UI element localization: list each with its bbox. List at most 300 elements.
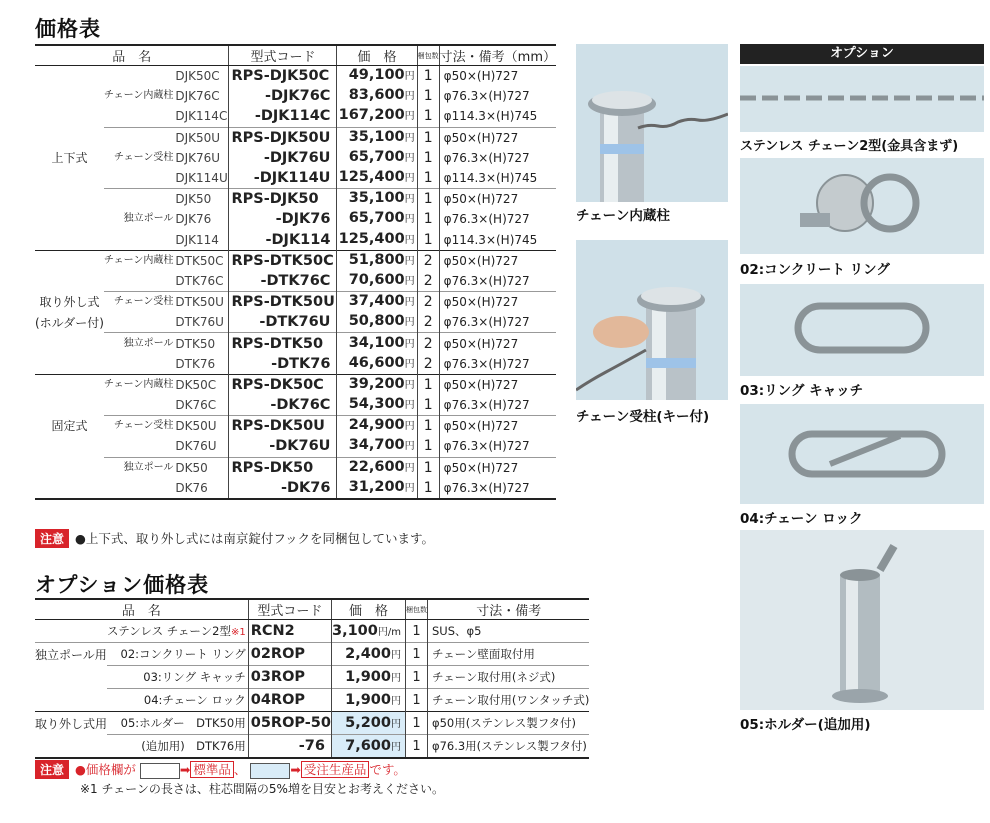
row-name xyxy=(174,209,229,229)
row-qty-text: 1 xyxy=(423,376,433,393)
row-model xyxy=(229,66,337,87)
row-subgroup xyxy=(104,189,175,210)
row-qty xyxy=(417,66,439,87)
footnote-mark: ※1 xyxy=(230,627,246,638)
arrow-icon: ➡ xyxy=(179,762,191,777)
row-model-text: -DK76U xyxy=(269,438,331,455)
yen-unit: 円 xyxy=(404,379,415,391)
row-name xyxy=(174,478,229,499)
opt-price xyxy=(331,689,405,712)
opt-qty-text: 1 xyxy=(412,669,421,685)
row-name-text: DJK50C xyxy=(175,69,220,84)
row-subgroup xyxy=(104,395,175,416)
row-group xyxy=(35,271,104,292)
row-dim xyxy=(439,478,556,499)
page-title: 価格表 xyxy=(35,17,101,41)
chain-lock-image xyxy=(740,404,984,504)
yen-unit: 円 xyxy=(404,338,415,350)
row-dim xyxy=(439,106,556,127)
row-subgroup xyxy=(104,312,175,333)
col-header-qty: 梱包数 xyxy=(417,45,439,66)
yen-unit: 円 xyxy=(404,275,415,287)
opt-qty-text: 1 xyxy=(412,646,421,662)
table-row xyxy=(35,168,556,189)
row-dim-text: φ76.3×(H)727 xyxy=(443,273,530,288)
opt-qty xyxy=(405,666,427,689)
table-row xyxy=(35,230,556,251)
row-price xyxy=(337,189,417,210)
opt-qty xyxy=(405,735,427,759)
options-header: オプション xyxy=(740,44,984,64)
row-dim xyxy=(439,230,556,251)
row-name xyxy=(174,312,229,333)
table-row xyxy=(35,436,556,457)
row-name-text: DK50 xyxy=(175,460,208,475)
opt-desc xyxy=(427,689,589,712)
row-price xyxy=(337,312,417,333)
photo-concrete-ring xyxy=(740,158,984,254)
opt-name-text: 05:ホルダー DTK50用 xyxy=(120,716,246,730)
option-row xyxy=(35,643,589,666)
row-subgroup-text: チェーン内蔵柱 xyxy=(103,90,174,102)
receiver-post-image xyxy=(576,240,728,400)
opt-col-header-price: 価 格 xyxy=(331,599,405,620)
row-qty xyxy=(417,189,439,210)
row-model-text: -DJK76 xyxy=(275,211,331,228)
row-name-text: DJK114 xyxy=(175,232,219,247)
row-name-text: DJK114C xyxy=(175,109,228,124)
option-price-table xyxy=(35,598,589,759)
row-qty xyxy=(417,333,439,354)
yen-unit: 円 xyxy=(404,358,415,370)
row-dim xyxy=(439,168,556,189)
opt-group xyxy=(35,643,107,666)
row-subgroup xyxy=(104,148,175,168)
option-table-header xyxy=(35,599,589,620)
row-dim-text: φ76.3×(H)727 xyxy=(443,356,530,371)
row-price-text: 34,100 xyxy=(348,334,405,351)
opt-desc xyxy=(427,712,589,735)
yen-unit: 円 xyxy=(404,132,415,144)
opt-group xyxy=(35,666,107,689)
opt-price xyxy=(331,666,405,689)
row-subgroup xyxy=(104,209,175,229)
row-price-text: 31,200 xyxy=(348,478,405,495)
row-group-text: 固定式 xyxy=(51,419,88,434)
opt-model-text: RCN2 xyxy=(250,623,295,639)
row-dim-text: φ114.3×(H)745 xyxy=(443,171,538,186)
opt-group-text: 取り外し式用 xyxy=(35,716,108,731)
row-name xyxy=(174,148,229,168)
row-dim-text: φ114.3×(H)745 xyxy=(443,109,538,124)
row-qty-text: 1 xyxy=(423,459,433,476)
row-dim-text: φ50×(H)727 xyxy=(443,460,519,475)
notice-packing xyxy=(35,529,434,548)
row-price-text: 51,800 xyxy=(348,251,405,268)
row-model xyxy=(229,168,337,189)
photo-receiver-post xyxy=(576,240,728,400)
row-subgroup xyxy=(104,374,175,395)
table-row xyxy=(35,374,556,395)
row-model xyxy=(229,457,337,478)
col-header-model: 型式コード xyxy=(229,45,337,66)
table-row xyxy=(35,106,556,127)
legend-made-to-order: 受注生産品 xyxy=(301,761,370,778)
row-name-text: DK76U xyxy=(175,439,217,454)
caption-opt4: 04:チェーン ロック xyxy=(740,511,863,527)
legend-sep: 、 xyxy=(233,762,247,777)
row-dim-text: φ76.3×(H)727 xyxy=(443,398,530,413)
opt-group xyxy=(35,712,107,735)
row-qty xyxy=(417,209,439,229)
opt-price-text: 7,600 xyxy=(345,738,391,754)
yen-unit: 円 xyxy=(404,234,415,246)
opt-model-text: 05ROP-50 xyxy=(250,715,331,731)
table-header xyxy=(35,45,556,66)
row-dim xyxy=(439,189,556,210)
row-dim-text: φ50×(H)727 xyxy=(443,130,519,145)
photo-chain-lock xyxy=(740,404,984,504)
row-price xyxy=(337,106,417,127)
row-qty xyxy=(417,230,439,251)
row-name-text: DTK50 xyxy=(175,336,216,351)
caption-opt1: ステンレス チェーン2型(金具含まず) xyxy=(740,139,959,154)
opt-qty-text: 1 xyxy=(412,715,421,731)
table-row xyxy=(35,292,556,313)
row-dim-text: φ76.3×(H)727 xyxy=(443,315,530,330)
row-qty-text: 2 xyxy=(423,355,433,372)
opt-model xyxy=(248,712,331,735)
yen-unit: 円 xyxy=(404,111,415,123)
arrow-icon: ➡ xyxy=(290,762,301,777)
opt-qty xyxy=(405,620,427,643)
row-qty xyxy=(417,168,439,189)
row-group xyxy=(35,86,104,106)
row-qty-text: 1 xyxy=(423,68,433,85)
opt-desc xyxy=(427,620,589,643)
row-subgroup xyxy=(104,230,175,251)
row-qty-text: 1 xyxy=(423,397,433,414)
row-price xyxy=(337,333,417,354)
price-unit: 円 xyxy=(390,696,401,707)
row-qty-text: 1 xyxy=(423,231,433,248)
legend-lead: ●価格欄が xyxy=(75,762,136,777)
row-subgroup xyxy=(104,127,175,148)
row-qty-text: 2 xyxy=(423,252,433,269)
opt-qty xyxy=(405,712,427,735)
row-price-text: 22,600 xyxy=(348,458,405,475)
row-qty xyxy=(417,416,439,437)
table-row xyxy=(35,478,556,499)
row-model-text: -DJK114 xyxy=(265,231,331,248)
row-group xyxy=(35,312,104,333)
row-model-text: -DJK114C xyxy=(254,108,331,125)
table-row xyxy=(35,250,556,271)
row-group xyxy=(35,209,104,229)
row-qty-text: 1 xyxy=(423,170,433,187)
row-dim-text: φ50×(H)727 xyxy=(443,419,519,434)
row-dim xyxy=(439,271,556,292)
notice-legend xyxy=(35,760,406,779)
opt-name xyxy=(107,643,248,666)
row-qty-text: 2 xyxy=(423,314,433,331)
option-row xyxy=(35,712,589,735)
row-dim-text: φ76.3×(H)727 xyxy=(443,480,530,495)
opt-desc-text: チェーン取付用(ワンタッチ式) xyxy=(431,693,590,707)
row-model-text: -DTK76 xyxy=(271,355,331,372)
row-model xyxy=(229,478,337,499)
row-price-text: 65,700 xyxy=(348,148,405,165)
row-model-text: -DTK76C xyxy=(260,272,331,289)
opt-name xyxy=(107,689,248,712)
opt-qty-text: 1 xyxy=(412,692,421,708)
table-row xyxy=(35,271,556,292)
row-model xyxy=(229,230,337,251)
row-qty-text: 2 xyxy=(423,294,433,311)
opt-qty-text: 1 xyxy=(412,623,421,639)
row-model-text: -DTK76U xyxy=(259,314,331,331)
row-price xyxy=(337,354,417,375)
opt-desc-text: φ50用(ステンレス製フタ付) xyxy=(431,716,576,730)
opt-desc-text: φ76.3用(ステンレス製フタ付) xyxy=(431,739,587,753)
row-subgroup xyxy=(104,271,175,292)
row-group xyxy=(35,127,104,148)
row-price-text: 125,400 xyxy=(338,169,405,186)
row-name-text: DTK76 xyxy=(175,356,216,371)
notice-text: ●上下式、取り外し式には南京錠付フックを同梱包しています。 xyxy=(75,531,435,546)
row-price xyxy=(337,436,417,457)
opt-desc-text: チェーン壁面取付用 xyxy=(431,647,535,661)
row-name xyxy=(174,395,229,416)
row-dim xyxy=(439,127,556,148)
option-row xyxy=(35,620,589,643)
row-qty-text: 1 xyxy=(423,211,433,228)
holder-image xyxy=(740,530,984,710)
opt-model-text: -76 xyxy=(298,738,325,754)
row-price xyxy=(337,168,417,189)
table-row xyxy=(35,148,556,168)
yen-unit: 円 xyxy=(404,400,415,412)
row-subgroup-text: チェーン受柱 xyxy=(113,151,174,163)
row-price xyxy=(337,209,417,229)
opt-price xyxy=(331,712,405,735)
row-dim-text: φ76.3×(H)727 xyxy=(443,439,530,454)
row-group xyxy=(35,333,104,354)
row-dim xyxy=(439,436,556,457)
row-price-text: 54,300 xyxy=(348,396,405,413)
opt-model-text: 04ROP xyxy=(250,692,306,708)
opt-model xyxy=(248,735,331,759)
opt-name xyxy=(107,666,248,689)
row-qty xyxy=(417,457,439,478)
opt-desc xyxy=(427,666,589,689)
row-subgroup xyxy=(104,86,175,106)
photo-chain xyxy=(740,66,984,132)
col-header-price: 価 格 xyxy=(337,45,417,66)
row-price xyxy=(337,230,417,251)
col-header-name: 品 名 xyxy=(35,45,229,66)
row-price xyxy=(337,478,417,499)
table-row xyxy=(35,354,556,375)
row-name-text: DJK50 xyxy=(175,192,212,207)
opt-name-text: (追加用) DTK76用 xyxy=(141,739,246,753)
row-qty xyxy=(417,250,439,271)
opt-col-header-name: 品 名 xyxy=(35,599,248,620)
row-price-text: 39,200 xyxy=(348,375,405,392)
row-qty-text: 2 xyxy=(423,272,433,289)
row-subgroup-text: 独立ポール xyxy=(123,337,174,349)
row-dim-text: φ50×(H)727 xyxy=(443,192,519,207)
opt-col-header-desc: 寸法・備考 xyxy=(427,599,589,620)
row-price-text: 49,100 xyxy=(348,67,405,84)
caption-opt5: 05:ホルダー(追加用) xyxy=(740,717,871,733)
opt-name xyxy=(107,712,248,735)
row-name xyxy=(174,292,229,313)
opt-name xyxy=(107,620,248,643)
row-model xyxy=(229,250,337,271)
row-dim-text: φ50×(H)727 xyxy=(443,377,519,392)
row-group xyxy=(35,230,104,251)
row-dim-text: φ76.3×(H)727 xyxy=(443,89,530,104)
row-subgroup xyxy=(104,354,175,375)
row-price-text: 65,700 xyxy=(348,210,405,227)
opt-qty xyxy=(405,643,427,666)
row-price xyxy=(337,374,417,395)
row-name xyxy=(174,271,229,292)
row-price-text: 34,700 xyxy=(348,437,405,454)
row-subgroup xyxy=(104,416,175,437)
caption-opt2: 02:コンクリート リング xyxy=(740,262,890,278)
col-header-dim: 寸法・備考（mm） xyxy=(439,45,556,66)
row-name xyxy=(174,86,229,106)
opt-col-header-qty: 梱包数 xyxy=(405,599,427,620)
row-subgroup xyxy=(104,168,175,189)
opt-desc-text: チェーン取付用(ネジ式) xyxy=(431,670,556,684)
table-row xyxy=(35,127,556,148)
row-name-text: DTK76U xyxy=(175,315,224,330)
row-subgroup-text: 独立ポール xyxy=(123,213,174,225)
row-qty xyxy=(417,148,439,168)
row-subgroup xyxy=(104,457,175,478)
table-row xyxy=(35,457,556,478)
row-subgroup-text: チェーン受柱 xyxy=(113,296,174,308)
row-model-text: RPS-DK50C xyxy=(231,376,324,393)
row-subgroup-text: チェーン内蔵柱 xyxy=(103,378,174,390)
row-price-text: 50,800 xyxy=(348,313,405,330)
row-dim-text: φ76.3×(H)727 xyxy=(443,150,530,165)
row-name-text: DTK76C xyxy=(175,273,224,288)
row-price xyxy=(337,271,417,292)
row-price-text: 46,600 xyxy=(348,354,405,371)
row-group xyxy=(35,416,104,437)
row-name xyxy=(174,354,229,375)
yen-unit: 円 xyxy=(404,91,415,103)
table-row xyxy=(35,395,556,416)
row-group xyxy=(35,457,104,478)
row-name-text: DK76C xyxy=(175,398,217,413)
yen-unit: 円 xyxy=(404,482,415,494)
row-model xyxy=(229,374,337,395)
row-group xyxy=(35,292,104,313)
row-model xyxy=(229,189,337,210)
row-price-text: 70,600 xyxy=(348,271,405,288)
opt-qty xyxy=(405,689,427,712)
row-model xyxy=(229,148,337,168)
price-unit: 円 xyxy=(390,742,401,753)
row-model-text: RPS-DK50 xyxy=(231,459,314,476)
row-model-text: -DJK76C xyxy=(264,88,331,105)
ring-catch-image xyxy=(740,284,984,376)
row-subgroup-text: 独立ポール xyxy=(123,461,174,473)
table-row xyxy=(35,86,556,106)
row-subgroup-text: チェーン受柱 xyxy=(113,420,174,432)
row-qty-text: 1 xyxy=(423,418,433,435)
row-price xyxy=(337,86,417,106)
row-dim-text: φ114.3×(H)745 xyxy=(443,232,538,247)
row-dim xyxy=(439,292,556,313)
photo-ring-catch xyxy=(740,284,984,376)
legend-blue-box xyxy=(250,763,290,779)
row-group xyxy=(35,436,104,457)
row-dim-text: φ50×(H)727 xyxy=(443,295,519,310)
row-qty xyxy=(417,478,439,499)
row-dim xyxy=(439,86,556,106)
row-name xyxy=(174,457,229,478)
yen-unit: 円 xyxy=(404,194,415,206)
row-name xyxy=(174,230,229,251)
opt-name xyxy=(107,735,248,759)
opt-desc xyxy=(427,643,589,666)
opt-desc-text: SUS、φ5 xyxy=(431,624,482,638)
chain-length-note: ※1 チェーンの長さは、柱芯間隔の5%増を目安とお考えください。 xyxy=(80,782,444,796)
row-name-text: DJK76 xyxy=(175,212,212,227)
row-model-text: -DK76 xyxy=(280,479,331,496)
row-group xyxy=(35,106,104,127)
row-name xyxy=(174,416,229,437)
row-subgroup xyxy=(104,333,175,354)
row-price xyxy=(337,66,417,87)
row-qty xyxy=(417,312,439,333)
row-price xyxy=(337,416,417,437)
row-model xyxy=(229,271,337,292)
row-subgroup xyxy=(104,436,175,457)
row-dim xyxy=(439,395,556,416)
opt-model-text: 03ROP xyxy=(250,669,306,685)
opt-price-text: 1,900 xyxy=(345,669,391,685)
row-model xyxy=(229,209,337,229)
opt-price-text: 2,400 xyxy=(345,646,391,662)
row-qty-text: 1 xyxy=(423,108,433,125)
row-group xyxy=(35,374,104,395)
row-dim xyxy=(439,333,556,354)
chain-post-image xyxy=(576,44,728,202)
opt-price xyxy=(331,643,405,666)
opt-col-header-model: 型式コード xyxy=(248,599,331,620)
row-group xyxy=(35,250,104,271)
row-dim-text: φ76.3×(H)727 xyxy=(443,212,530,227)
row-model xyxy=(229,416,337,437)
opt-price-text: 5,200 xyxy=(345,715,391,731)
row-qty-text: 1 xyxy=(423,129,433,146)
photo-chain-post xyxy=(576,44,728,202)
chain-image xyxy=(740,66,984,132)
row-name-text: DJK76U xyxy=(175,150,221,165)
row-name-text: DJK50U xyxy=(175,130,221,145)
row-qty-text: 2 xyxy=(423,335,433,352)
yen-unit: 円 xyxy=(404,71,415,83)
yen-unit: 円 xyxy=(404,297,415,309)
row-dim xyxy=(439,374,556,395)
